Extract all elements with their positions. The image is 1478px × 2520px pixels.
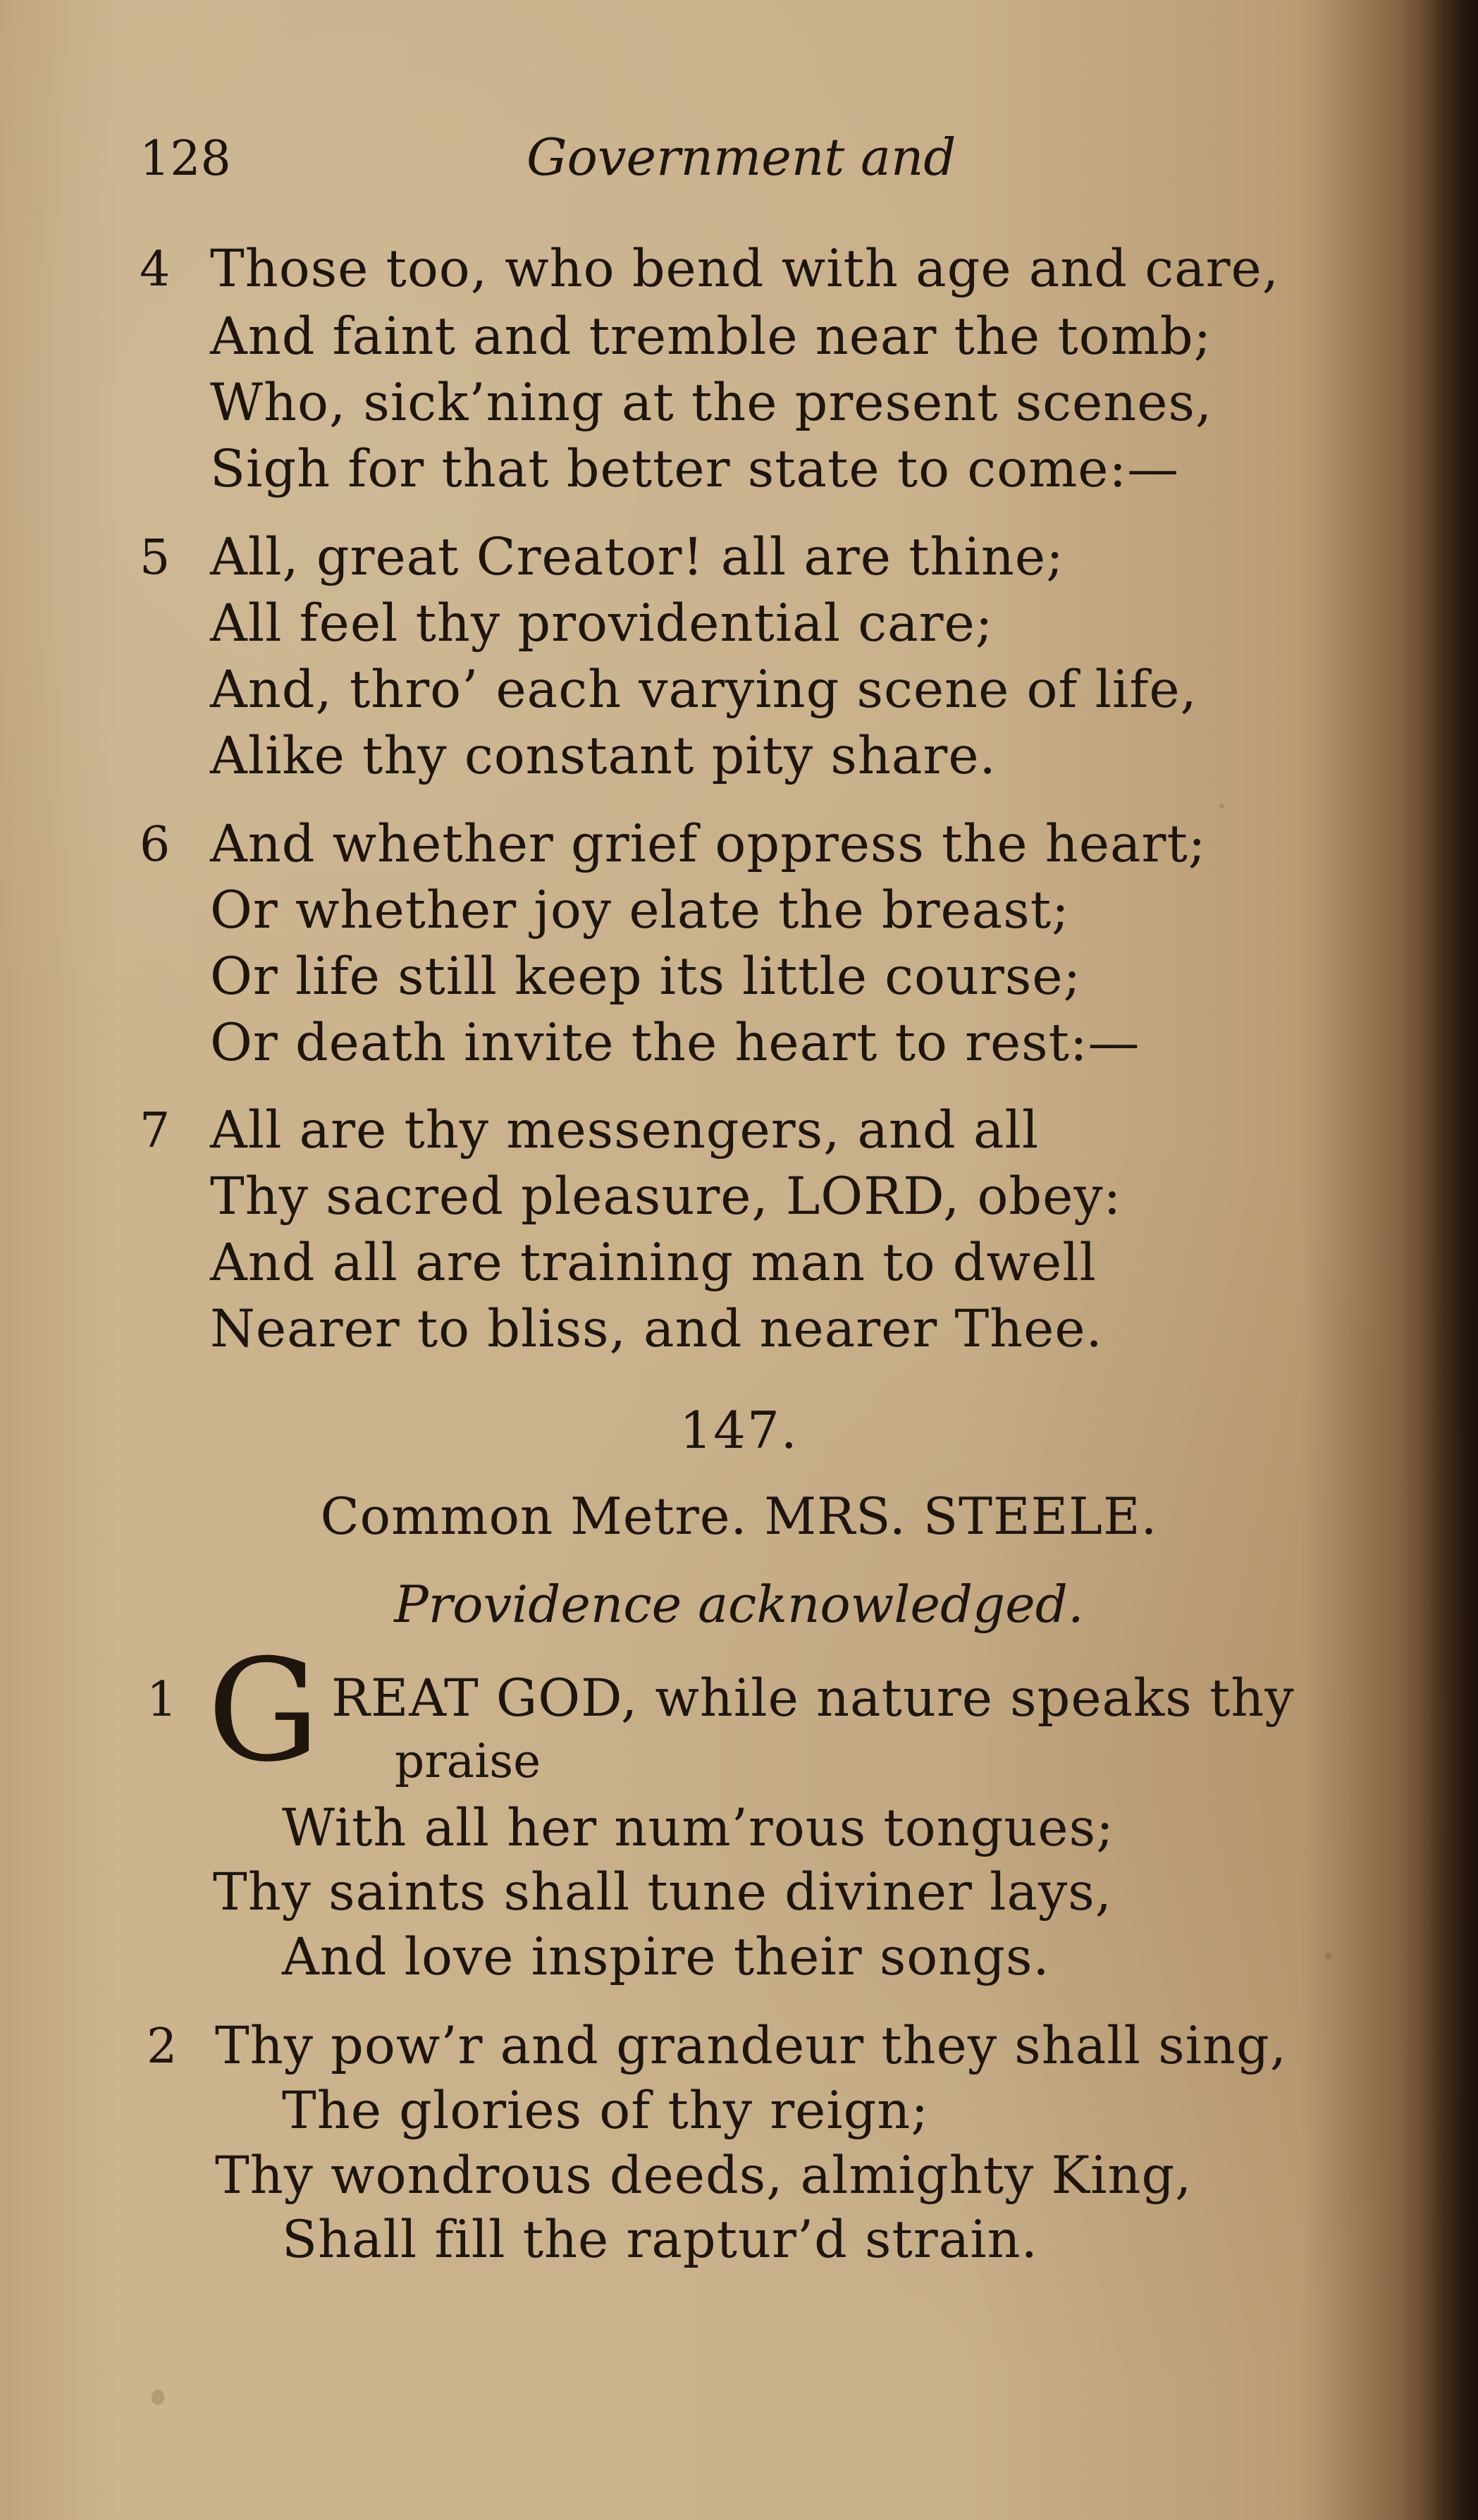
verse-number: 4	[140, 242, 171, 297]
verse-line: praise	[395, 1734, 541, 1788]
verse-number: 6	[140, 817, 171, 873]
verse-line: And love inspire their songs.	[282, 1927, 1050, 1987]
verse-line: And whether grief oppress the heart;	[210, 814, 1207, 874]
verse-line: Nearer to bliss, and nearer Thee.	[210, 1299, 1103, 1359]
meter-and-author: Common Metre. MRS. STEELE.	[320, 1487, 1158, 1546]
verse-line: Those too, who bend with age and care,	[210, 239, 1279, 299]
verse-line: Or death invite the heart to rest:—	[210, 1013, 1140, 1073]
verse-line: Thy saints shall tune diviner lays,	[213, 1862, 1112, 1922]
verse-line: Who, sick’ning at the present scenes,	[210, 373, 1213, 433]
verse-number: 1	[147, 1672, 178, 1728]
verse-line: All feel thy providential care;	[210, 594, 994, 653]
verse-line: And, thro’ each varying scene of life,	[210, 660, 1197, 720]
verse-line: Thy sacred pleasure, LORD, obey:	[210, 1167, 1122, 1227]
verse-number: 2	[147, 2019, 178, 2075]
verse-number: 7	[140, 1103, 171, 1159]
verse-line: REAT GOD, while nature speaks thy	[331, 1668, 1295, 1728]
verse-line: Sigh for that better state to come:—	[210, 439, 1180, 499]
verse-line: Or whether joy elate the breast;	[210, 880, 1070, 940]
verse-line: All, great Creator! all are thine;	[210, 527, 1064, 587]
drop-cap: G	[207, 1629, 320, 1793]
hymn-title: Providence acknowledged.	[394, 1575, 1084, 1634]
page-number: 128	[140, 131, 231, 187]
verse-line: And all are training man to dwell	[210, 1233, 1097, 1293]
verse-line: And faint and tremble near the tomb;	[210, 307, 1212, 367]
verse-line: Shall fill the raptur’d strain.	[282, 2210, 1038, 2270]
verse-line: Thy wondrous deeds, almighty King,	[215, 2146, 1193, 2206]
verse-line: All are thy messengers, and all	[210, 1100, 1040, 1160]
verse-line: Or life still keep its little course;	[210, 947, 1082, 1007]
hymn-number: 147.	[679, 1401, 799, 1460]
verse-line: Thy pow’r and grandeur they shall sing,	[215, 2016, 1287, 2076]
verse-number: 5	[140, 530, 171, 586]
verse-line: Alike thy constant pity share.	[210, 726, 997, 786]
running-title: Government and	[526, 128, 956, 187]
verse-line: With all her num’rous tongues;	[282, 1798, 1114, 1858]
verse-line: The glories of thy reign;	[282, 2081, 930, 2141]
